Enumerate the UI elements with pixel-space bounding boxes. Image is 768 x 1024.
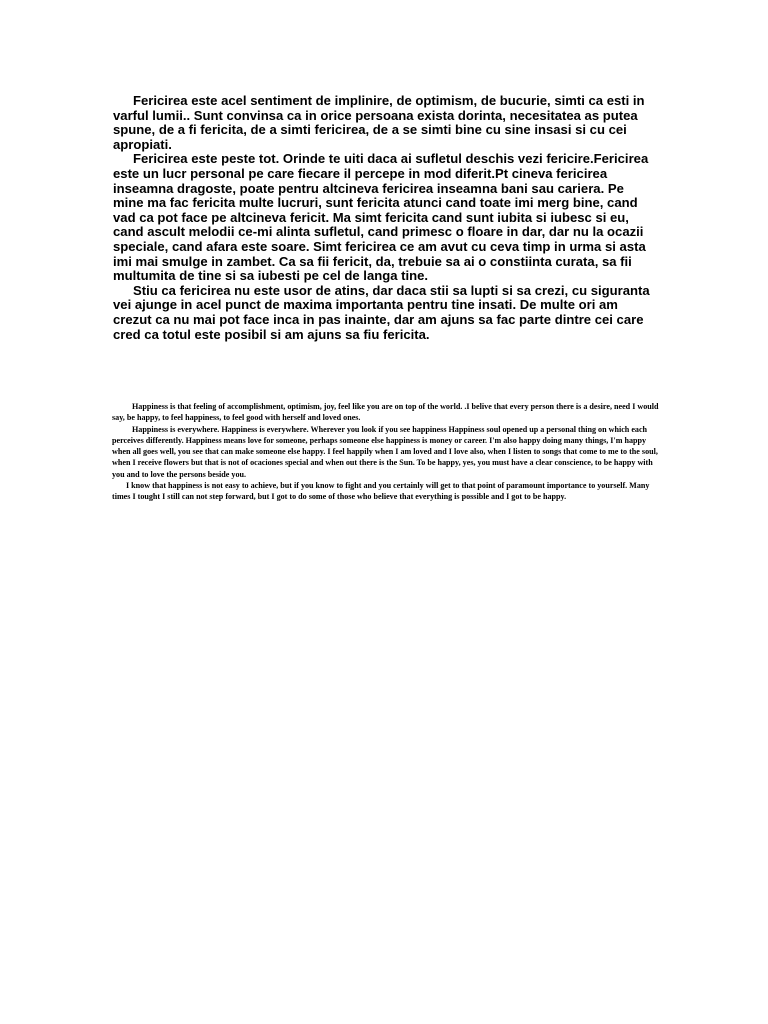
english-paragraph: Happiness is that feeling of accomplishment, optimism, joy, feel like you are on top of the world. .I belive that every person there is a desire, need I would say, be happy, to feel happiness, to feel good with herself and loved ones. bbox=[112, 402, 659, 423]
english-paragraph: I know that happiness is not easy to achieve, but if you know to fight and you certainly will get to that point of paramount importance to yourself. Many times I tought I still can not step forward, but I got to do some of those who believe that everything is possible and I got to be happy. bbox=[112, 481, 650, 502]
english-paragraph: Happiness is everywhere. Happiness is everywhere. Wherever you look if you see happiness Happiness soul opened up a personal thing on which each perceives differently. Happiness means love for someone, perhaps someone else happiness is money or career. I'm also happy doing many things, I'm happy when all goes well, you see that can make someone else happy. I feel happily when I am loved and I love also, when I listen to songs that come to me to the soul, when I receive flowers but that is not of ocaciones special and when out there is the Sun. To be happy, yes, you must have a clear conscience, to be happy with you and to love the persons beside you. bbox=[112, 424, 658, 479]
romanian-paragraph: Fericirea este acel sentiment de implinire, de optimism, de bucurie, simti ca esti in varful lumii.. Sunt convinsa ca in orice persoana exista dorinta, necesitatea as putea spune, de a fi fericita, de a simti fericirea, de a se simti bine cu sine insasi si cu cei apropiati. bbox=[113, 93, 645, 152]
english-text-section bbox=[112, 401, 662, 503]
romanian-paragraph: Fericirea este peste tot. Orinde te uiti daca ai sufletul deschis vezi fericire.Fericirea este un lucr personal pe care fiecare il percepe in mod diferit.Pt cineva fericirea inseamna dragoste, poate pentru altcineva fericirea inseamna bani sau cariera. Pe mine ma fac fericita multe lucruri, sunt fericita atunci cand toate imi merg bine, cand vad ca pot face pe altcineva fericit. Ma simt fericita cand sunt iubita si iubesc si eu, cand ascult melodii ce-mi alinta sufletul, cand primesc o floare in dar, dar nu la ocazii speciale, cand afara este soare. Simt fericirea ce am avut cu ceva timp in urma si asta imi mai smulge in zambet. Ca sa fii fericit, da, trebuie sa ai o constiinta curata, sa fii multumita de tine si sa iubesti pe cel de langa tine. bbox=[113, 151, 649, 284]
romanian-text-section bbox=[113, 94, 658, 342]
romanian-paragraph: Stiu ca fericirea nu este usor de atins, dar daca stii sa lupti si sa crezi, cu siguranta vei ajunge in acel punct de maxima importanta pentru tine insati. De multe ori am crezut ca nu mai pot face inca in pas inainte, dar am ajuns sa fac parte dintre cei care cred ca totul este posibil si am ajuns sa fiu fericita. bbox=[113, 282, 650, 342]
